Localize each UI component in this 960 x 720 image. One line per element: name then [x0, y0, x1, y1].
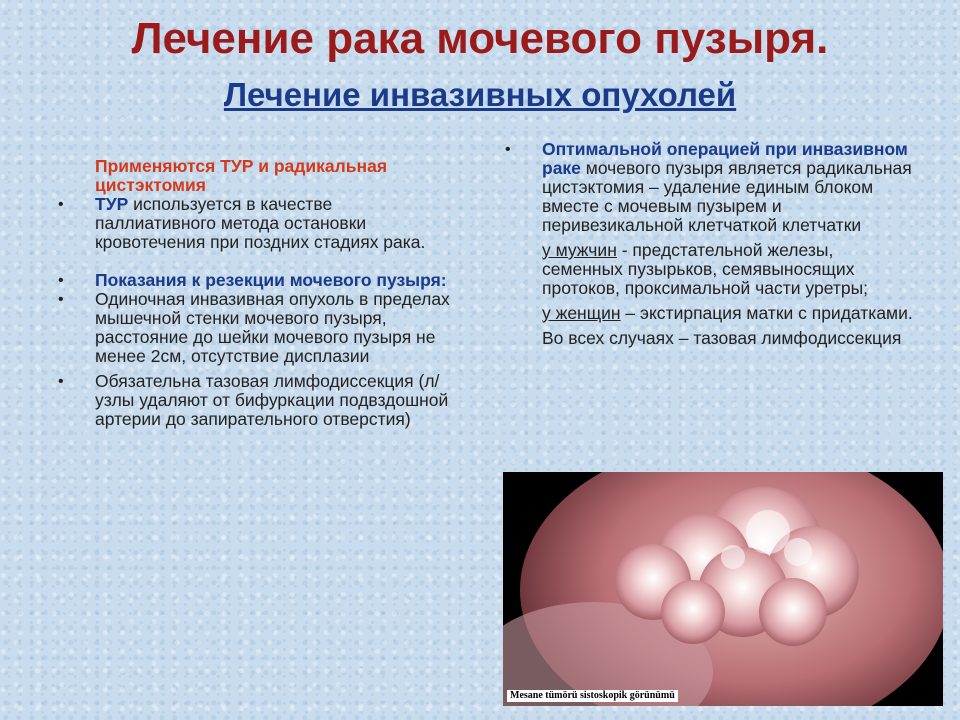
all-cases-text: Во всех случаях – тазовая лимфодиссекция: [542, 328, 902, 348]
indications-item: [58, 271, 458, 290]
tur-term: ТУР: [95, 194, 129, 214]
right-column: [505, 140, 915, 348]
slide-subtitle: Лечение инвазивных опухолей: [223, 76, 737, 113]
indications-heading: Показания к резекции мочевого пузыря:: [95, 270, 447, 290]
indication-item-1: [58, 290, 458, 366]
bullet-icon: •: [58, 272, 64, 289]
all-cases-item: [505, 329, 915, 348]
slide-title: Лечение рака мочевого пузыря.: [131, 14, 829, 63]
cystoscopy-image: [503, 472, 943, 706]
indication-text-2: Обязательна тазовая лимфодиссекция (л/узлы удаляют от бифуркации подвздошной артерии до запирательного отверстия): [95, 371, 449, 429]
bullet-icon: •: [58, 373, 64, 390]
indication-text-1: Одиночная инвазивная опухоль в пределах мышечной стенки мочевого пузыря, расстояние до шейки мочевого пузыря не менее 2см, отсутствие дисплазии: [95, 289, 450, 366]
bullet-icon: •: [505, 141, 511, 158]
intro-text: [58, 157, 458, 195]
women-text: – экстирпация матки с придатками.: [620, 303, 913, 323]
operation-emphasis: Оптимальной операцией при инвазивном раке: [542, 139, 908, 178]
tur-text: используется в качестве паллиативного метода остановки кровотечения при поздних стадиях рака.: [95, 194, 426, 252]
men-text: - предстательной железы, семенных пузырьков, семявыносящих протоков, проксимальной части уретры;: [542, 240, 869, 298]
women-label: у женщин: [542, 303, 621, 323]
operation-text: мочевого пузыря является радикальная цистэктомия – удаление единым блоком вместе с мочевым пузырем и перивезикальной клетчаткой клетчатки: [542, 158, 912, 235]
tur-item: [58, 195, 458, 252]
bullet-icon: •: [58, 196, 64, 213]
intro-label: Применяются ТУР и радикальная цистэктомия: [95, 156, 388, 195]
men-label: у мужчин: [542, 240, 617, 260]
cystoscopy-picture: [503, 472, 943, 706]
bullet-icon: •: [58, 291, 64, 308]
indication-item-2: [58, 372, 458, 429]
operation-item: [505, 140, 915, 235]
women-item: [505, 304, 915, 323]
men-item: [505, 241, 915, 298]
left-column: [58, 157, 458, 429]
image-caption: Mesane tümörü sistoskopik görünümü: [507, 690, 678, 702]
